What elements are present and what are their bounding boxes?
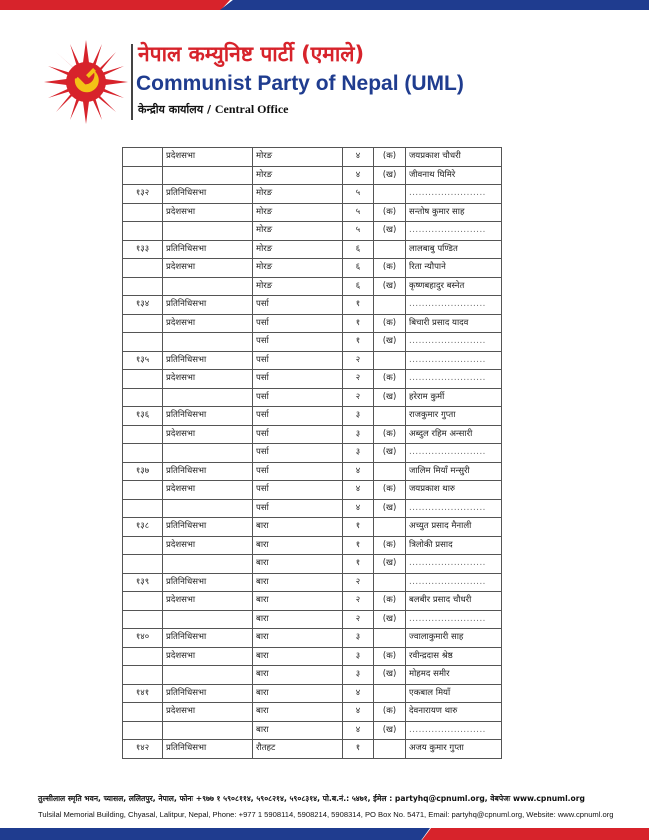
constituency-cell: ६ xyxy=(343,259,374,278)
house-cell xyxy=(163,388,253,407)
house-cell: प्रतिनिधिसभा xyxy=(163,629,253,648)
house-cell xyxy=(163,277,253,296)
sub-area-cell: (ख) xyxy=(374,388,406,407)
table-row xyxy=(123,499,502,518)
candidate-cell: ........................ xyxy=(406,370,502,389)
constituency-cell: ५ xyxy=(343,185,374,204)
constituency-cell: ४ xyxy=(343,721,374,740)
sub-area-cell: (क) xyxy=(374,148,406,167)
sub-area-cell: (क) xyxy=(374,203,406,222)
candidate-cell: जालिम मियाँ मन्सुरी xyxy=(406,462,502,481)
house-cell: प्रदेशसभा xyxy=(163,425,253,444)
top-red-stripe xyxy=(0,0,230,10)
serial-cell: १३५ xyxy=(123,351,163,370)
candidate-cell: ........................ xyxy=(406,296,502,315)
district-cell: मोरङ xyxy=(253,148,343,167)
constituency-cell: १ xyxy=(343,555,374,574)
sub-area-cell: (क) xyxy=(374,314,406,333)
house-cell: प्रतिनिधिसभा xyxy=(163,684,253,703)
table-row xyxy=(123,222,502,241)
serial-cell xyxy=(123,592,163,611)
sub-area-cell: (क) xyxy=(374,425,406,444)
serial-cell: १३९ xyxy=(123,573,163,592)
serial-cell: १३४ xyxy=(123,296,163,315)
district-cell: पर्सा xyxy=(253,314,343,333)
district-cell: रौतहट xyxy=(253,740,343,759)
constituency-cell: ३ xyxy=(343,425,374,444)
candidate-cell: ........................ xyxy=(406,444,502,463)
table-row xyxy=(123,333,502,352)
district-cell: पर्सा xyxy=(253,499,343,518)
footer-address-english: Tulsilal Memorial Building, Chyasal, Lalitpur, Nepal, Phone: +977 1 5908114, 5908214, 5908314, PO Box No. 5471, Email: partyhq@cpnuml.org, Website: www.cpnuml.org xyxy=(38,810,614,819)
top-blue-stripe xyxy=(220,0,649,10)
candidate-cell: ........................ xyxy=(406,185,502,204)
house-cell: प्रदेशसभा xyxy=(163,703,253,722)
table-row xyxy=(123,351,502,370)
constituency-cell: १ xyxy=(343,333,374,352)
bottom-red-stripe xyxy=(422,828,649,840)
candidate-cell: ........................ xyxy=(406,333,502,352)
table-row xyxy=(123,647,502,666)
constituency-cell: ४ xyxy=(343,481,374,500)
serial-cell xyxy=(123,555,163,574)
serial-cell: १४१ xyxy=(123,684,163,703)
party-title-nepali: नेपाल कम्युनिष्ट पार्टी (एमाले) xyxy=(138,42,365,66)
house-cell: प्रतिनिधिसभा xyxy=(163,573,253,592)
sub-area-cell xyxy=(374,407,406,426)
serial-cell xyxy=(123,333,163,352)
constituency-cell: ६ xyxy=(343,240,374,259)
serial-cell xyxy=(123,610,163,629)
office-line xyxy=(138,102,288,117)
table-row xyxy=(123,666,502,685)
sub-area-cell: (ख) xyxy=(374,610,406,629)
candidate-cell: राजकुमार गुप्ता xyxy=(406,407,502,426)
district-cell: बारा xyxy=(253,592,343,611)
constituency-cell: ५ xyxy=(343,222,374,241)
serial-cell xyxy=(123,481,163,500)
serial-cell xyxy=(123,148,163,167)
party-title-english: Communist Party of Nepal (UML) xyxy=(136,72,464,95)
candidate-cell: त्रिलोकी प्रसाद xyxy=(406,536,502,555)
house-cell xyxy=(163,721,253,740)
district-cell: पर्सा xyxy=(253,425,343,444)
house-cell xyxy=(163,499,253,518)
constituency-cell: १ xyxy=(343,536,374,555)
sub-area-cell: (क) xyxy=(374,536,406,555)
candidate-cell: ........................ xyxy=(406,573,502,592)
candidate-cell: अब्दुल रहिम अन्सारी xyxy=(406,425,502,444)
table-row xyxy=(123,240,502,259)
candidate-cell: एकबाल मियाँ xyxy=(406,684,502,703)
house-cell: प्रदेशसभा xyxy=(163,536,253,555)
house-cell: प्रदेशसभा xyxy=(163,647,253,666)
district-cell: पर्सा xyxy=(253,462,343,481)
sub-area-cell: (ख) xyxy=(374,333,406,352)
table-row xyxy=(123,481,502,500)
sub-area-cell: (ख) xyxy=(374,277,406,296)
sub-area-cell: (क) xyxy=(374,370,406,389)
constituency-cell: ४ xyxy=(343,148,374,167)
table-row xyxy=(123,148,502,167)
district-cell: मोरङ xyxy=(253,240,343,259)
serial-cell xyxy=(123,388,163,407)
constituency-cell: ३ xyxy=(343,444,374,463)
district-cell: पर्सा xyxy=(253,370,343,389)
constituency-cell: ४ xyxy=(343,684,374,703)
sub-area-cell: (ख) xyxy=(374,444,406,463)
candidate-cell: ........................ xyxy=(406,721,502,740)
table-row xyxy=(123,314,502,333)
sub-area-cell: (ख) xyxy=(374,666,406,685)
serial-cell: १३२ xyxy=(123,185,163,204)
serial-cell: १३३ xyxy=(123,240,163,259)
table-row xyxy=(123,259,502,278)
constituency-cell: २ xyxy=(343,370,374,389)
table-row xyxy=(123,518,502,537)
district-cell: बारा xyxy=(253,536,343,555)
serial-cell xyxy=(123,666,163,685)
table-row xyxy=(123,629,502,648)
district-cell: बारा xyxy=(253,666,343,685)
constituency-cell: १ xyxy=(343,314,374,333)
house-cell xyxy=(163,555,253,574)
serial-cell xyxy=(123,647,163,666)
district-cell: पर्सा xyxy=(253,481,343,500)
candidate-cell: बिचारी प्रसाद यादव xyxy=(406,314,502,333)
district-cell: मोरङ xyxy=(253,166,343,185)
candidate-cell: ........................ xyxy=(406,222,502,241)
constituency-cell: ४ xyxy=(343,462,374,481)
constituency-cell: २ xyxy=(343,351,374,370)
candidate-cell: ........................ xyxy=(406,555,502,574)
sub-area-cell xyxy=(374,351,406,370)
candidate-cell: लालबाबु पण्डित xyxy=(406,240,502,259)
table-row xyxy=(123,462,502,481)
footer-address-nepali: तुल्सीलाल स्मृति भवन, च्यासल, ललितपुर, नेपाल, फोनः +९७७ १ ५९०८११४, ५९०८२१४, ५९०८३१४, पो.ब.नं.: ५४७१, ईमेल : partyhq@cpnuml.org, वेबपेजः www.cpnuml.org xyxy=(38,794,585,803)
table-row xyxy=(123,703,502,722)
house-cell: प्रतिनिधिसभा xyxy=(163,296,253,315)
serial-cell xyxy=(123,444,163,463)
table-row xyxy=(123,610,502,629)
serial-cell xyxy=(123,203,163,222)
serial-cell xyxy=(123,536,163,555)
serial-cell xyxy=(123,370,163,389)
district-cell: बारा xyxy=(253,684,343,703)
constituency-cell: १ xyxy=(343,740,374,759)
sub-area-cell xyxy=(374,629,406,648)
house-cell: प्रदेशसभा xyxy=(163,314,253,333)
table-row xyxy=(123,166,502,185)
table-row xyxy=(123,444,502,463)
bottom-blue-stripe xyxy=(0,828,430,840)
sub-area-cell: (ख) xyxy=(374,222,406,241)
candidate-cell: ........................ xyxy=(406,610,502,629)
sub-area-cell: (ख) xyxy=(374,721,406,740)
house-cell xyxy=(163,222,253,241)
house-cell: प्रतिनिधिसभा xyxy=(163,240,253,259)
constituency-cell: १ xyxy=(343,296,374,315)
candidate-cell: जयप्रकाश थारु xyxy=(406,481,502,500)
candidate-cell: अच्युत प्रसाद मैनाली xyxy=(406,518,502,537)
sub-area-cell xyxy=(374,518,406,537)
table-row xyxy=(123,370,502,389)
constituency-cell: ३ xyxy=(343,629,374,648)
candidate-cell: देवनारायण थारु xyxy=(406,703,502,722)
sub-area-cell: (ख) xyxy=(374,499,406,518)
serial-cell xyxy=(123,166,163,185)
district-cell: बारा xyxy=(253,518,343,537)
district-cell: पर्सा xyxy=(253,296,343,315)
house-cell: प्रतिनिधिसभा xyxy=(163,351,253,370)
candidate-cell: ........................ xyxy=(406,499,502,518)
house-cell xyxy=(163,166,253,185)
serial-cell: १३८ xyxy=(123,518,163,537)
house-cell: प्रतिनिधिसभा xyxy=(163,462,253,481)
district-cell: बारा xyxy=(253,703,343,722)
header-divider xyxy=(131,44,133,120)
table-row xyxy=(123,277,502,296)
candidate-cell: कृष्णबहादुर बस्नेत xyxy=(406,277,502,296)
sub-area-cell: (क) xyxy=(374,703,406,722)
constituency-cell: २ xyxy=(343,592,374,611)
house-cell xyxy=(163,666,253,685)
constituency-cell: ३ xyxy=(343,647,374,666)
serial-cell xyxy=(123,259,163,278)
district-cell: बारा xyxy=(253,647,343,666)
district-cell: मोरङ xyxy=(253,203,343,222)
table-row xyxy=(123,388,502,407)
serial-cell xyxy=(123,222,163,241)
candidate-cell: मोहमद समीर xyxy=(406,666,502,685)
table-row xyxy=(123,185,502,204)
house-cell: प्रदेशसभा xyxy=(163,259,253,278)
sub-area-cell: (ख) xyxy=(374,555,406,574)
district-cell: पर्सा xyxy=(253,407,343,426)
house-cell: प्रदेशसभा xyxy=(163,203,253,222)
hammer-sickle-star-logo-icon xyxy=(44,40,128,124)
office-nepali: केन्द्रीय कार्यालय xyxy=(138,103,204,116)
sub-area-cell: (क) xyxy=(374,647,406,666)
sub-area-cell: (क) xyxy=(374,481,406,500)
house-cell: प्रदेशसभा xyxy=(163,481,253,500)
constituency-cell: २ xyxy=(343,573,374,592)
district-cell: पर्सा xyxy=(253,388,343,407)
candidate-cell: हरेराम कुर्मी xyxy=(406,388,502,407)
table-row xyxy=(123,425,502,444)
sub-area-cell xyxy=(374,684,406,703)
house-cell xyxy=(163,333,253,352)
house-cell: प्रतिनिधिसभा xyxy=(163,518,253,537)
district-cell: बारा xyxy=(253,721,343,740)
constituency-cell: २ xyxy=(343,388,374,407)
candidate-cell: जीवनाथ घिमिरे xyxy=(406,166,502,185)
table-row xyxy=(123,296,502,315)
candidate-table xyxy=(122,147,502,759)
table-row xyxy=(123,684,502,703)
table-row xyxy=(123,555,502,574)
serial-cell xyxy=(123,499,163,518)
table-row xyxy=(123,592,502,611)
constituency-cell: ४ xyxy=(343,703,374,722)
district-cell: बारा xyxy=(253,555,343,574)
office-english: Central Office xyxy=(214,102,289,116)
house-cell: प्रदेशसभा xyxy=(163,370,253,389)
sub-area-cell: (ख) xyxy=(374,166,406,185)
district-cell: मोरङ xyxy=(253,222,343,241)
serial-cell: १३७ xyxy=(123,462,163,481)
sub-area-cell xyxy=(374,240,406,259)
district-cell: पर्सा xyxy=(253,333,343,352)
constituency-cell: २ xyxy=(343,610,374,629)
constituency-cell: ४ xyxy=(343,499,374,518)
constituency-cell: ५ xyxy=(343,203,374,222)
constituency-cell: १ xyxy=(343,518,374,537)
sub-area-cell xyxy=(374,462,406,481)
candidate-cell: रवीन्द्रदास श्रेष्ठ xyxy=(406,647,502,666)
constituency-cell: ३ xyxy=(343,407,374,426)
serial-cell xyxy=(123,703,163,722)
sub-area-cell: (क) xyxy=(374,592,406,611)
sub-area-cell: (क) xyxy=(374,259,406,278)
constituency-cell: ४ xyxy=(343,166,374,185)
candidate-cell: रिता न्यौपाने xyxy=(406,259,502,278)
sub-area-cell xyxy=(374,296,406,315)
serial-cell xyxy=(123,314,163,333)
district-cell: बारा xyxy=(253,610,343,629)
table-row xyxy=(123,573,502,592)
district-cell: बारा xyxy=(253,573,343,592)
district-cell: मोरङ xyxy=(253,277,343,296)
sub-area-cell xyxy=(374,740,406,759)
candidate-cell: बलबीर प्रसाद चौधरी xyxy=(406,592,502,611)
serial-cell xyxy=(123,425,163,444)
house-cell: प्रदेशसभा xyxy=(163,148,253,167)
office-separator: / xyxy=(206,103,211,116)
constituency-cell: ६ xyxy=(343,277,374,296)
house-cell xyxy=(163,444,253,463)
candidate-cell: जयप्रकाश चौधरी xyxy=(406,148,502,167)
table-row xyxy=(123,203,502,222)
district-cell: बारा xyxy=(253,629,343,648)
serial-cell: १३६ xyxy=(123,407,163,426)
sub-area-cell xyxy=(374,573,406,592)
serial-cell xyxy=(123,277,163,296)
serial-cell: १४२ xyxy=(123,740,163,759)
district-cell: मोरङ xyxy=(253,259,343,278)
serial-cell: १४० xyxy=(123,629,163,648)
table-row xyxy=(123,536,502,555)
table-row xyxy=(123,721,502,740)
house-cell: प्रतिनिधिसभा xyxy=(163,185,253,204)
sub-area-cell xyxy=(374,185,406,204)
candidate-cell: अजय कुमार गुप्ता xyxy=(406,740,502,759)
house-cell xyxy=(163,610,253,629)
constituency-cell: ३ xyxy=(343,666,374,685)
serial-cell xyxy=(123,721,163,740)
table-row xyxy=(123,407,502,426)
house-cell: प्रदेशसभा xyxy=(163,592,253,611)
candidate-table-body xyxy=(123,148,502,759)
house-cell: प्रतिनिधिसभा xyxy=(163,740,253,759)
district-cell: पर्सा xyxy=(253,351,343,370)
table-row xyxy=(123,740,502,759)
house-cell: प्रतिनिधिसभा xyxy=(163,407,253,426)
candidate-cell: ज्वालाकुमारी साह xyxy=(406,629,502,648)
candidate-cell: सन्तोष कुमार साह xyxy=(406,203,502,222)
district-cell: पर्सा xyxy=(253,444,343,463)
candidate-cell: ........................ xyxy=(406,351,502,370)
district-cell: मोरङ xyxy=(253,185,343,204)
